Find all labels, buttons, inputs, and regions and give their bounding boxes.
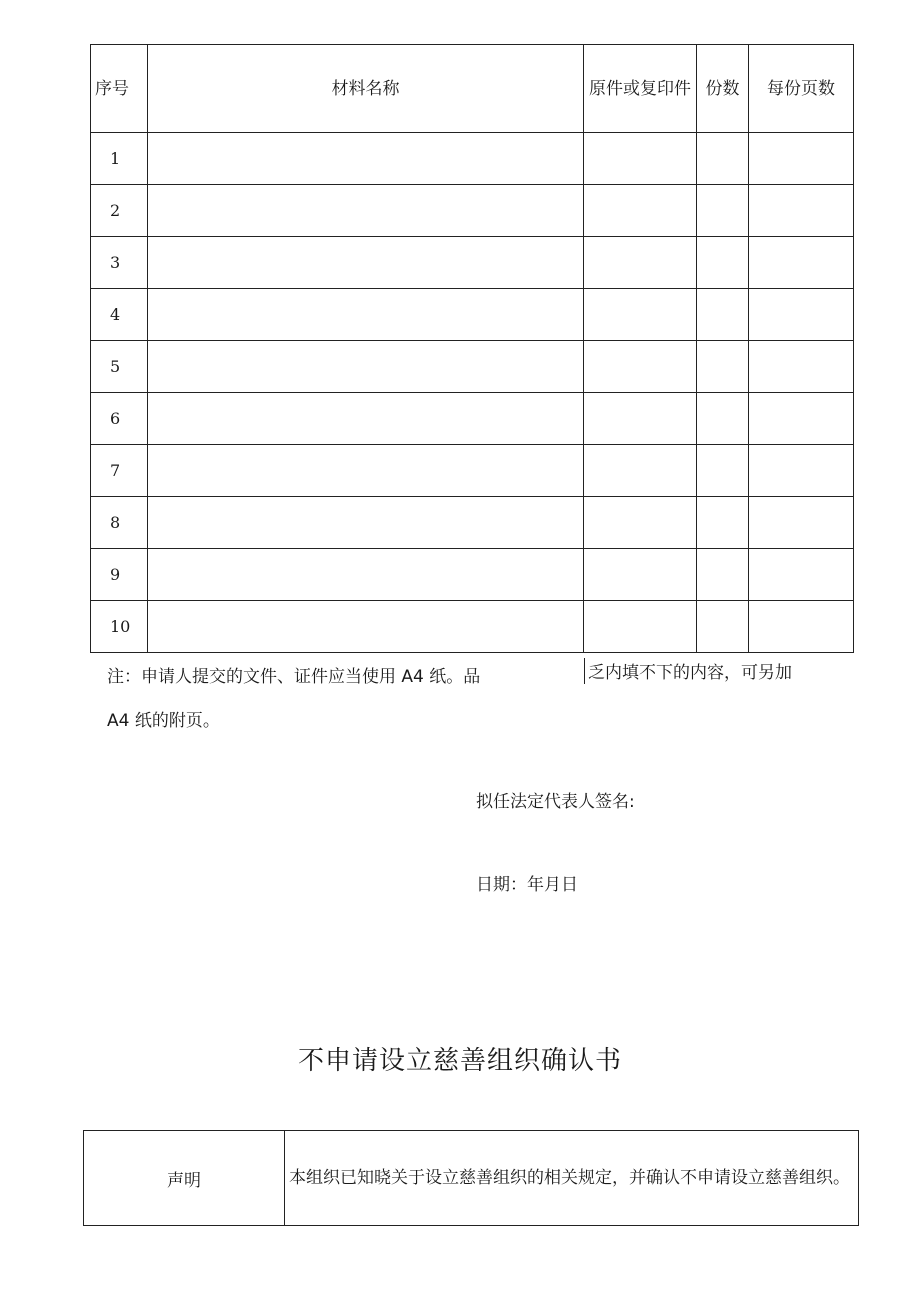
row-copies[interactable] (697, 393, 749, 445)
row-original-or-copy[interactable] (584, 497, 697, 549)
header-copies: 份数 (697, 45, 749, 133)
table-row (91, 549, 854, 601)
row-copies[interactable] (697, 185, 749, 237)
row-pages-per-copy[interactable] (749, 341, 854, 393)
row-original-or-copy[interactable] (584, 133, 697, 185)
row-pages-per-copy[interactable] (749, 237, 854, 289)
row-material-name[interactable] (148, 185, 584, 237)
row-material-name[interactable] (148, 289, 584, 341)
row-original-or-copy[interactable] (584, 549, 697, 601)
row-pages-per-copy[interactable] (749, 445, 854, 497)
row-seq: 7 (91, 445, 148, 497)
note-line-1b: 乏内填不下的内容，可另加 (584, 658, 792, 684)
row-pages-per-copy[interactable] (749, 185, 854, 237)
row-pages-per-copy[interactable] (749, 289, 854, 341)
table-row (91, 341, 854, 393)
row-copies[interactable] (697, 549, 749, 601)
row-seq: 3 (91, 237, 148, 289)
row-seq: 8 (91, 497, 148, 549)
row-pages-per-copy[interactable] (749, 549, 854, 601)
signature-label: 拟任法定代表人签名: (476, 792, 635, 812)
row-original-or-copy[interactable] (584, 289, 697, 341)
row-material-name[interactable] (148, 393, 584, 445)
header-seq: 序号 (91, 45, 148, 133)
row-material-name[interactable] (148, 133, 584, 185)
row-copies[interactable] (697, 601, 749, 653)
table-header-row (91, 45, 854, 133)
row-copies[interactable] (697, 133, 749, 185)
declaration-label: 声明 (84, 1131, 285, 1226)
row-pages-per-copy[interactable] (749, 601, 854, 653)
table-row (91, 497, 854, 549)
row-original-or-copy[interactable] (584, 237, 697, 289)
table-row (91, 601, 854, 653)
row-copies[interactable] (697, 497, 749, 549)
row-pages-per-copy[interactable] (749, 497, 854, 549)
table-row (91, 237, 854, 289)
table-row (91, 289, 854, 341)
row-copies[interactable] (697, 445, 749, 497)
row-seq: 5 (91, 341, 148, 393)
row-seq: 9 (91, 549, 148, 601)
row-material-name[interactable] (148, 445, 584, 497)
row-original-or-copy[interactable] (584, 601, 697, 653)
row-seq: 2 (91, 185, 148, 237)
row-material-name[interactable] (148, 497, 584, 549)
row-seq: 1 (91, 133, 148, 185)
row-copies[interactable] (697, 289, 749, 341)
note-line-2: A4 纸的附页。 (107, 711, 220, 731)
row-material-name[interactable] (148, 237, 584, 289)
table-row (91, 133, 854, 185)
row-original-or-copy[interactable] (584, 445, 697, 497)
row-copies[interactable] (697, 237, 749, 289)
row-pages-per-copy[interactable] (749, 393, 854, 445)
confirmation-title: 不申请设立慈善组织确认书 (297, 1046, 622, 1076)
row-seq: 10 (91, 601, 148, 653)
header-material-name: 材料名称 (148, 45, 584, 133)
row-original-or-copy[interactable] (584, 393, 697, 445)
table-row (91, 393, 854, 445)
declaration-table (83, 1130, 859, 1226)
row-original-or-copy[interactable] (584, 341, 697, 393)
row-material-name[interactable] (148, 549, 584, 601)
row-material-name[interactable] (148, 341, 584, 393)
row-pages-per-copy[interactable] (749, 133, 854, 185)
row-seq: 6 (91, 393, 148, 445)
row-material-name[interactable] (148, 601, 584, 653)
table-row (91, 445, 854, 497)
row-copies[interactable] (697, 341, 749, 393)
note-line-1a: 注：申请人提交的文件、证件应当使用 A4 纸。品 (107, 667, 481, 687)
table-row (91, 185, 854, 237)
row-original-or-copy[interactable] (584, 185, 697, 237)
header-original-or-copy: 原件或复印件 (584, 45, 697, 133)
date-label: 日期：年月日 (476, 875, 578, 895)
declaration-text: 本组织已知晓关于设立慈善组织的相关规定，并确认不申请设立慈善组织。 (285, 1131, 859, 1226)
header-pages-per-copy: 每份页数 (749, 45, 854, 133)
materials-table (90, 44, 854, 653)
declaration-row (84, 1131, 859, 1226)
row-seq: 4 (91, 289, 148, 341)
